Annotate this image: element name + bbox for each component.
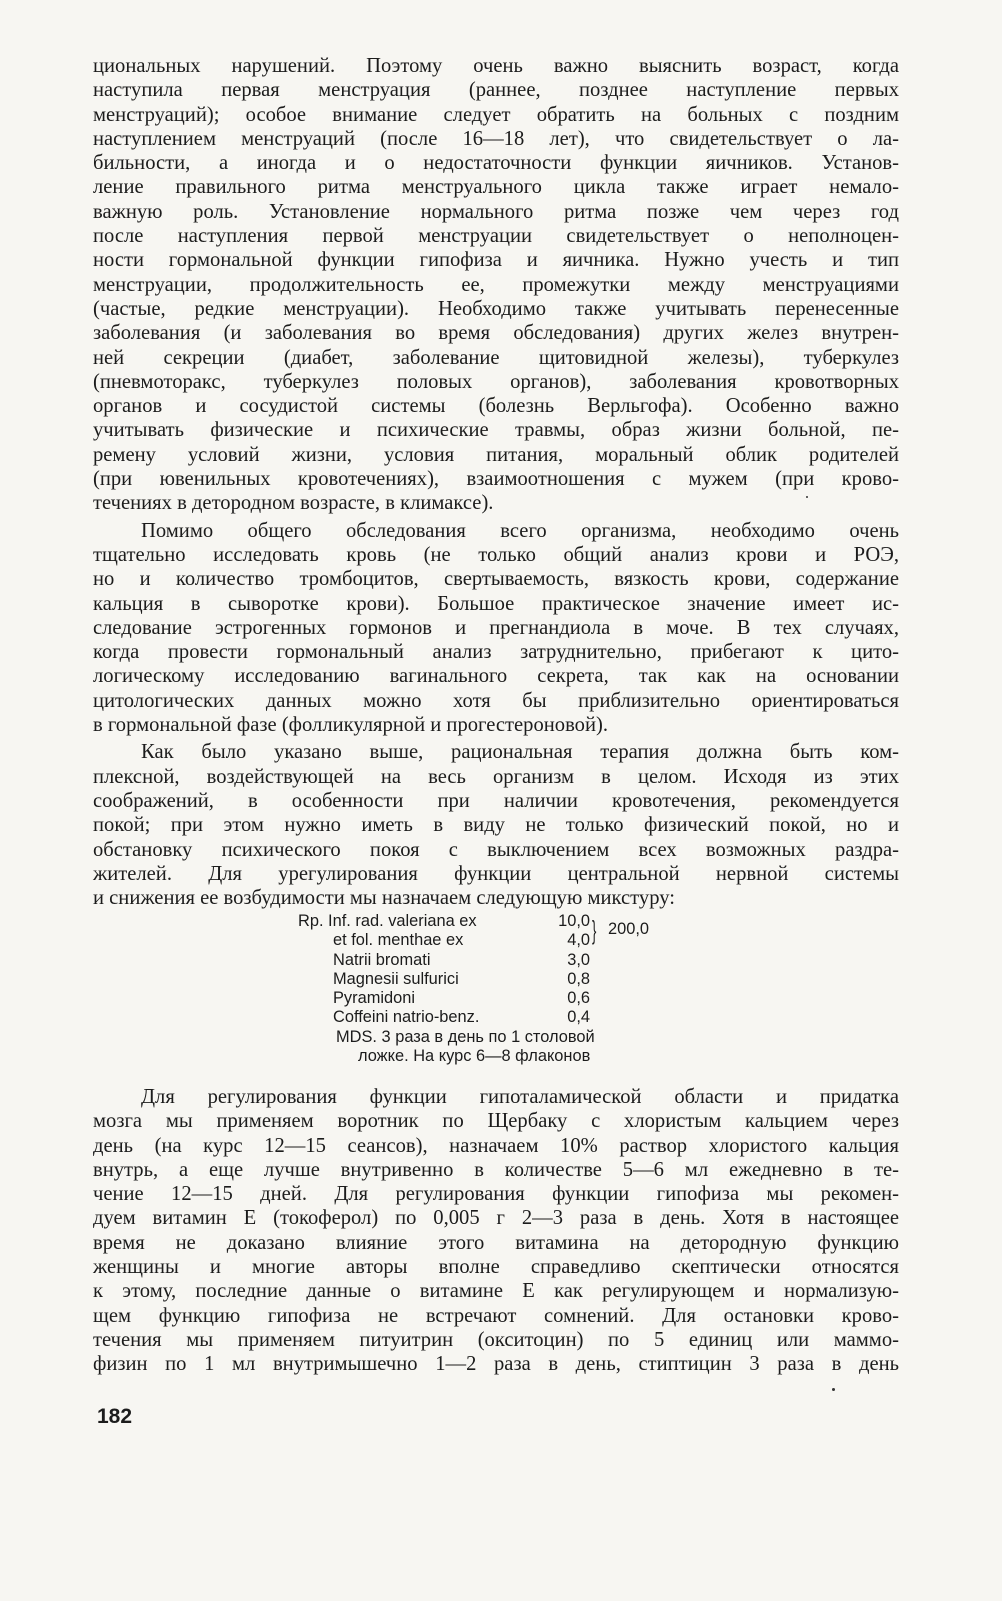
prescription [298, 912, 650, 1066]
text-line: ремену условий жизни, условия питания, моральный облик родителей [93, 443, 899, 466]
text-line: к этому, последние данные о витамине Е как регулирующем и нормализую- [93, 1280, 899, 1303]
text-line: день (на курс 12—15 сеансов), назначаем 10% раствор хлористого кальция [93, 1134, 899, 1157]
text-line: жителей. Для урегулирования функции центральной нервной системы [93, 862, 899, 885]
prescription-instructions-cont: ложке. На курс 6—8 флаконов [358, 1047, 591, 1066]
text-line: (частые, редкие менструации). Необходимо также учитывать перенесенные [93, 297, 899, 320]
text-line: ней секреции (диабет, заболевание щитовидной железы), туберкулез [93, 346, 899, 369]
prescription-item-name: Magnesii sulfurici [333, 969, 459, 988]
page-body-lower [93, 1085, 899, 1377]
text-line: следование эстрогенных гормонов и прегнандиола в моче. В тех случаях, [93, 616, 899, 639]
text-line: обстановку психического покоя с выключением всех возможных раздра- [93, 838, 899, 861]
text-line: но и количество тромбоцитов, свертываемость, вязкость крови, содержание [93, 568, 899, 591]
prescription-item-value: 0,4 [567, 1008, 590, 1027]
text-line: (при ювенильных кровотечениях), взаимоотношения с мужем (при крово- [93, 468, 899, 491]
prescription-row [298, 1008, 595, 1027]
prescription-row [298, 989, 595, 1008]
prescription-item-name: et fol. menthae ex [333, 931, 464, 950]
prescription-item-value: 3,0 [567, 950, 590, 969]
text-line: тщательно исследовать кровь (не только общий анализ крови и РОЭ, [93, 543, 899, 566]
text-line: чение 12—15 дней. Для регулирования функции гипофиза мы рекомен- [93, 1183, 899, 1206]
text-line: Как было указано выше, рациональная терапия должна быть ком- [141, 741, 899, 764]
text-line: после наступления первой менструации свидетельствует о неполноцен- [93, 225, 899, 248]
text-line: ности гормональной функции гипофиза и яичника. Нужно учесть и тип [93, 249, 899, 272]
text-line: Помимо общего обследования всего организма, необходимо очень [141, 519, 899, 542]
text-line: учитывать физические и психические травмы, образ жизни больной, пе- [93, 419, 899, 442]
text-line: течения мы применяем питуитрин (окситоцин) по 5 единиц или маммо- [93, 1328, 899, 1351]
text-line: Для регулирования функции гипоталамической области и придатка [141, 1086, 899, 1108]
text-line: щем функцию гипофиза не встречают сомнений. Для остановки крово- [93, 1304, 899, 1327]
prescription-item-value: 0,6 [567, 989, 590, 1008]
prescription-item-value: 0,8 [567, 969, 590, 988]
text-line: течениях в детородном возрасте, в климаксе). [93, 492, 494, 515]
paragraph-1 [93, 54, 899, 516]
text-line: (пневмоторакс, туберкулез половых органов), заболевания кровотворных [93, 370, 899, 393]
text-line: соображений, в особенности при наличии кровотечения, рекомендуется [93, 789, 899, 812]
text-line: кальция в сыворотке крови). Большое практическое значение имеет ис- [93, 592, 899, 615]
text-line: и снижения ее возбудимости мы назначаем следующую микстуру: [93, 887, 675, 910]
prescription-item-value: 10,0 [558, 912, 590, 930]
text-line: наступила первая менструация (раннее, позднее наступление первых [93, 79, 899, 102]
text-line: физин по 1 мл внутримышечно 1—2 раза в день, стиптицин 3 раза в день [93, 1353, 899, 1376]
paragraph-4 [93, 1085, 899, 1377]
prescription-row [298, 970, 595, 989]
text-line: менструации, продолжительность ее, промежутки между менструациями [93, 273, 899, 296]
text-line: внутрь, а еще лучше внутривенно в количестве 5—6 мл ежедневно в те- [93, 1158, 899, 1181]
page-body [93, 54, 899, 910]
prescription-total: 200,0 [608, 920, 650, 938]
page-number: 182 [97, 1405, 133, 1428]
text-line: заболевания (и заболевания во время обследования) других желез внутрен- [93, 322, 899, 345]
text-line: цитологических данных можно хотя бы приблизительно ориентироваться [93, 689, 899, 712]
print-speck [806, 496, 808, 498]
text-line: плексной, воздействующей на весь организм в целом. Исходя из этих [93, 765, 899, 788]
prescription-item-name: Pyramidoni [333, 989, 415, 1008]
text-line: наступлением менструаций (после 16—18 лет), что свидетельствует о ла- [93, 127, 899, 150]
text-line: важную роль. Установление нормального ритма позже чем через год [93, 200, 899, 223]
text-line: в гормональной фазе (фолликулярной и прогестероновой). [93, 714, 608, 737]
prescription-instructions: MDS. 3 раза в день по 1 столовой [336, 1027, 595, 1046]
text-line: дуем витамин Е (токоферол) по 0,005 г 2—3 раза в день. Хотя в настоящее [93, 1207, 899, 1230]
prescription-item-name: Rp. Inf. rad. valeriana ex [298, 912, 477, 930]
text-line: логическому исследованию вагинального секрета, так как на основании [93, 665, 899, 688]
prescription-item-name: Coffeini natrio-benz. [333, 1008, 480, 1027]
print-speck [832, 1388, 835, 1391]
text-line: ление правильного ритма менструального цикла также играет немало- [93, 176, 899, 199]
text-line: женщины и многие авторы вполне справедливо скептически относятся [93, 1256, 899, 1279]
paragraph-2 [93, 519, 899, 738]
prescription-row [298, 931, 595, 950]
text-line: менструаций); особое внимание следует обратить на больных с поздним [93, 103, 899, 126]
paragraph-3 [93, 740, 899, 910]
prescription-item-value: 4,0 [567, 931, 590, 950]
text-line: циональных нарушений. Поэтому очень важно выяснить возраст, когда [93, 55, 899, 77]
brace-icon: } [592, 915, 597, 945]
text-line: когда провести гормональный анализ затруднительно, прибегают к цито- [93, 641, 899, 664]
prescription-item-name: Natrii bromati [333, 950, 431, 969]
text-line: бильности, а иногда и о недостаточности функции яичников. Установ- [93, 152, 899, 175]
prescription-row [298, 951, 595, 970]
text-line: время не доказано влияние этого витамина на детородную функцию [93, 1231, 899, 1254]
text-line: покой; при этом нужно иметь в виду не только физический покой, но и [93, 814, 899, 837]
text-line: органов и сосудистой системы (болезнь Верльгофа). Особенно важно [93, 395, 899, 418]
text-line: мозга мы применяем воротник по Щербаку с хлористым кальцием через [93, 1110, 899, 1133]
